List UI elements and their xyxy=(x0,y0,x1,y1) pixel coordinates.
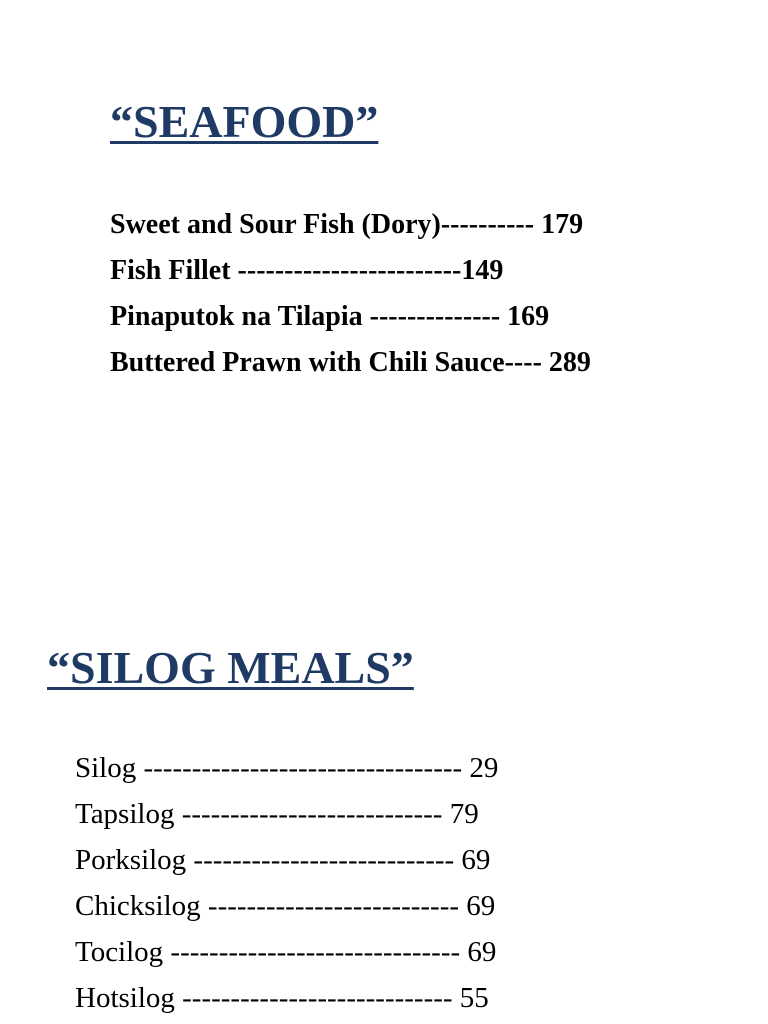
menu-item: Silog --------------------------------- 29 xyxy=(75,752,499,784)
menu-item: Porksilog --------------------------- 69 xyxy=(75,844,491,876)
silog-meals-section-title: “SILOG MEALS” xyxy=(47,642,414,693)
menu-item: Buttered Prawn with Chili Sauce---- 289 xyxy=(110,347,591,378)
menu-item: Tocilog ------------------------------ 69 xyxy=(75,936,497,968)
seafood-section-title xyxy=(110,96,379,147)
menu-item: Tapsilog --------------------------- 79 xyxy=(75,798,479,830)
menu-item: Fish Fillet ------------------------149 xyxy=(110,255,504,286)
menu-item: Sweet and Sour Fish (Dory)---------- 179 xyxy=(110,209,584,240)
seafood-title-open-quote: “ xyxy=(110,96,133,147)
menu-item: Chicksilog -------------------------- 69 xyxy=(75,890,496,922)
seafood-menu-list xyxy=(110,205,591,389)
menu-item: Hotsilog ---------------------------- 55 xyxy=(75,982,489,1014)
seafood-title-text: SEAFOOD” xyxy=(133,96,379,147)
menu-item: Pinaputok na Tilapia -------------- 169 xyxy=(110,301,550,332)
silog-meals-menu-list xyxy=(75,748,498,1024)
